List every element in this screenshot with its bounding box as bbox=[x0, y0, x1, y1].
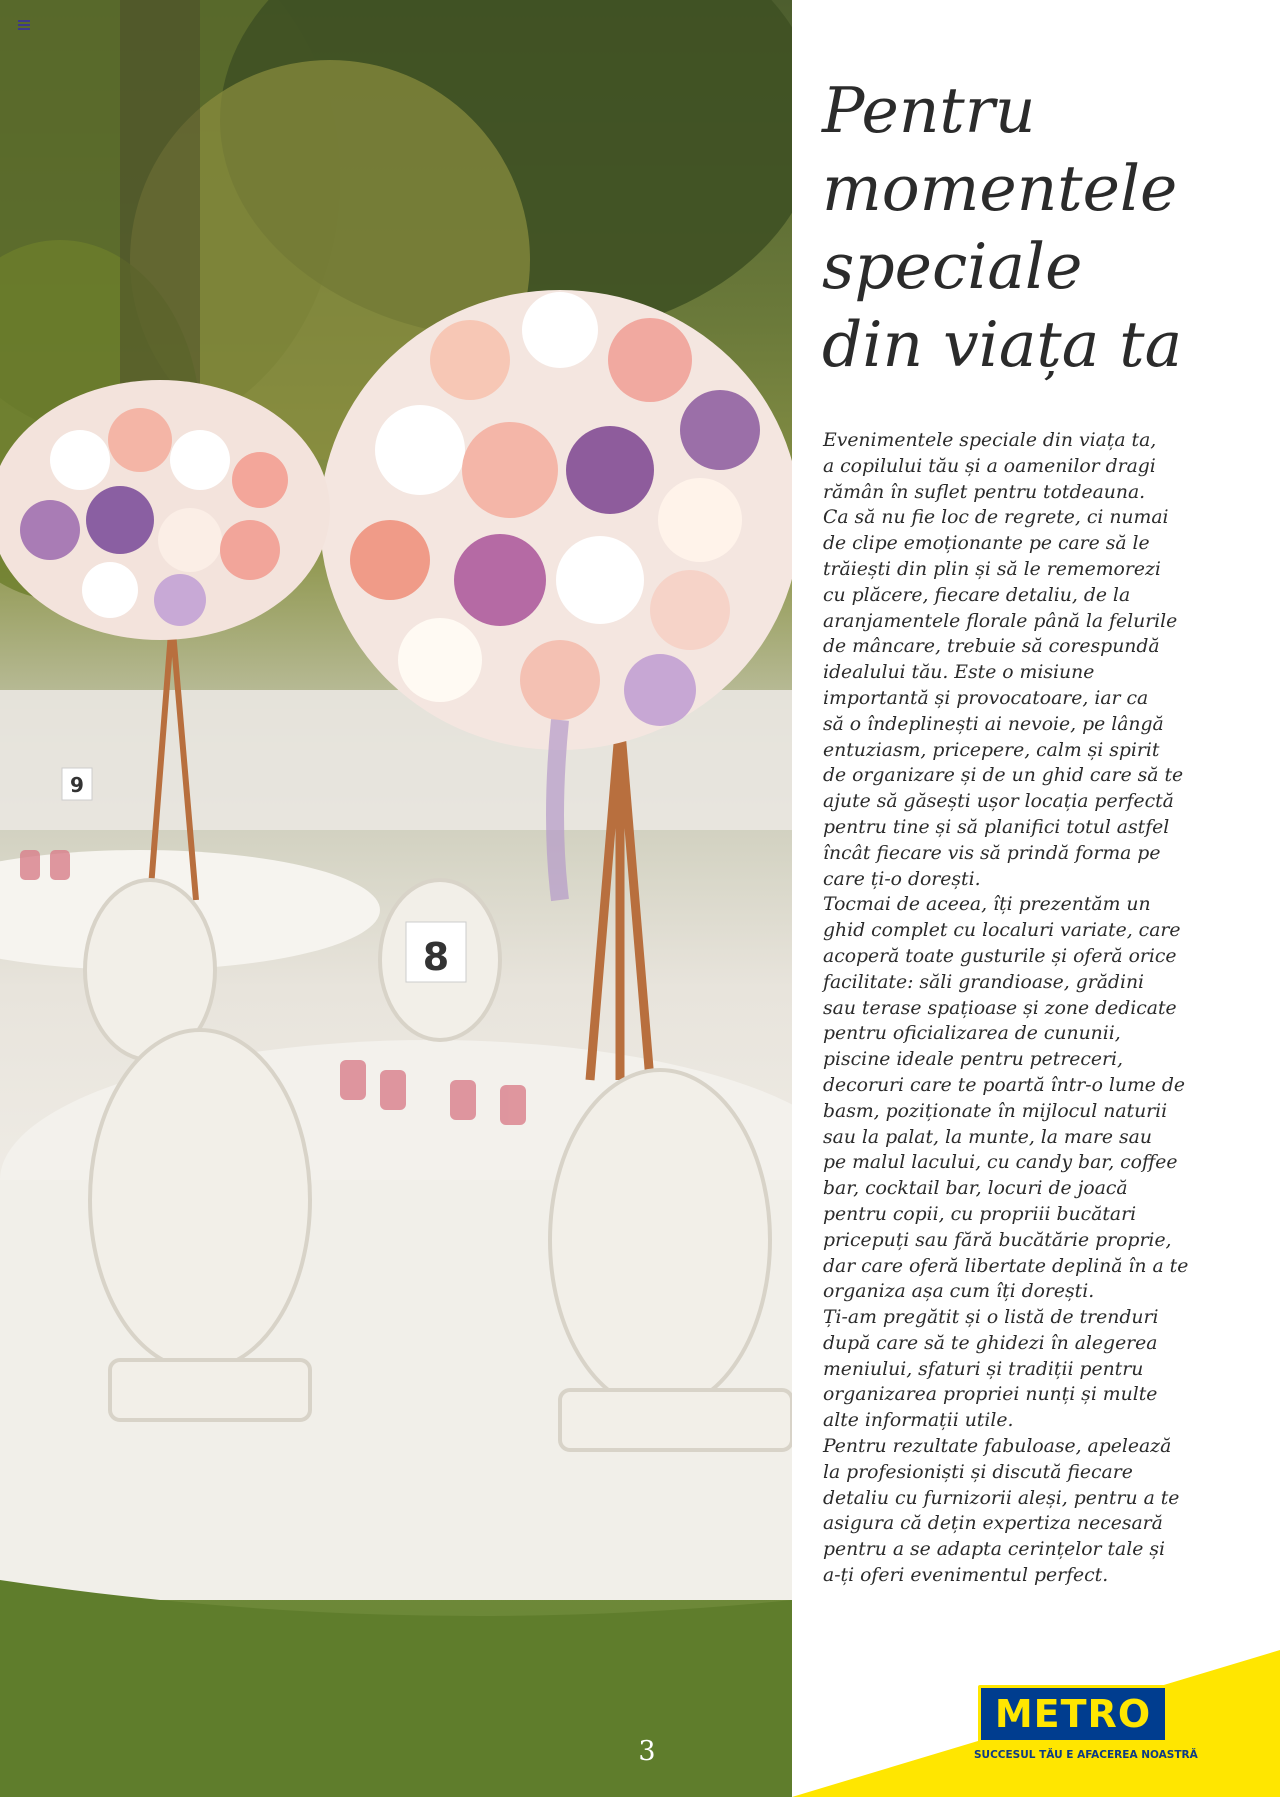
body-line: asigura că dețin expertiza necesară bbox=[823, 1513, 1163, 1535]
body-line: dar care oferă libertate deplină în a te bbox=[823, 1255, 1189, 1277]
body-line: a-ți oferi evenimentul perfect. bbox=[823, 1565, 1109, 1587]
body-line: pentru tine și să planifici totul astfel bbox=[823, 816, 1170, 838]
body-line: Pentru rezultate fabuloase, apelează bbox=[823, 1436, 1172, 1458]
body-line: a copilului tău și a oamenilor dragi bbox=[823, 455, 1156, 477]
body-line: facilitate: săli grandioase, grădini bbox=[823, 971, 1145, 993]
body-text bbox=[823, 428, 1263, 1589]
body-line: care ți-o dorești. bbox=[823, 868, 981, 890]
body-line: Tocmai de aceea, îți prezentăm un bbox=[823, 894, 1151, 916]
body-line: Evenimentele speciale din viața ta, bbox=[823, 430, 1157, 451]
table-number-card: 8 bbox=[422, 935, 450, 979]
body-line: rămân în suflet pentru totdeauna. bbox=[823, 481, 1146, 503]
body-line: meniului, sfaturi și tradiții pentru bbox=[823, 1358, 1144, 1380]
body-line: idealului tău. Este o misiune bbox=[823, 662, 1095, 684]
body-line: pricepuți sau fără bucătărie proprie, bbox=[823, 1229, 1172, 1251]
body-line: organizarea propriei nunți și multe bbox=[823, 1384, 1158, 1406]
body-line: bar, cocktail bar, locuri de joacă bbox=[823, 1178, 1128, 1200]
heading-line: din viața ta bbox=[822, 308, 1183, 381]
body-line: ajute să găsești ușor locația perfectă bbox=[823, 791, 1174, 813]
heading-line: speciale bbox=[822, 230, 1083, 303]
body-line: aranjamentele florale până la felurile bbox=[823, 610, 1178, 632]
body-line: pentru oficializarea de cununii, bbox=[823, 1023, 1121, 1045]
heading-line: Pentru bbox=[822, 74, 1036, 147]
body-line: încât fiecare vis să prindă forma pe bbox=[823, 842, 1161, 864]
body-line: de mâncare, trebuie să corespundă bbox=[823, 636, 1160, 658]
hamburger-menu-icon[interactable] bbox=[18, 20, 30, 30]
body-line: trăiești din plin și să le rememorezi bbox=[823, 558, 1161, 580]
body-line: sau terase spațioase și zone dedicate bbox=[823, 997, 1177, 1019]
body-line: entuziasm, pricepere, calm și spirit bbox=[823, 739, 1160, 761]
body-line: sau la palat, la munte, la mare sau bbox=[823, 1126, 1152, 1148]
body-line: basm, poziționate în mijlocul naturii bbox=[823, 1100, 1168, 1122]
body-line: Ți-am pregătit și o listă de trenduri bbox=[823, 1307, 1159, 1329]
metro-logo[interactable] bbox=[978, 1685, 1168, 1743]
metro-logo-text: METRO bbox=[994, 1692, 1152, 1736]
back-table-number-card: 9 bbox=[70, 773, 84, 797]
body-line: detaliu cu furnizorii aleși, pentru a te bbox=[823, 1487, 1180, 1509]
body-line: piscine ideale pentru petreceri, bbox=[823, 1049, 1123, 1071]
body-line: decoruri care te poartă într-o lume de bbox=[823, 1074, 1186, 1096]
body-line: organiza așa cum îți dorești. bbox=[823, 1281, 1095, 1303]
body-line: alte informații utile. bbox=[823, 1410, 1014, 1432]
body-line: cu plăcere, fiecare detaliu, de la bbox=[823, 584, 1131, 606]
body-line: pentru a se adapta cerințelor tale și bbox=[823, 1539, 1165, 1561]
body-line: să o îndeplinești ai nevoie, pe lângă bbox=[823, 713, 1164, 735]
page-heading bbox=[822, 72, 1262, 384]
body-line: pe malul lacului, cu candy bar, coffee bbox=[823, 1152, 1178, 1174]
body-line: Ca să nu fie loc de regrete, ci numai bbox=[823, 507, 1169, 529]
heading-line: momentele bbox=[822, 152, 1178, 225]
body-line: importantă și provocatoare, iar ca bbox=[823, 687, 1149, 709]
body-line: de clipe emoționante pe care să le bbox=[823, 533, 1150, 555]
body-line: la profesioniști și discută fiecare bbox=[823, 1461, 1133, 1483]
body-line: acoperă toate gusturile și oferă orice bbox=[823, 945, 1177, 967]
body-line: de organizare și de un ghid care să te bbox=[823, 765, 1184, 787]
page-number: 3 bbox=[638, 1736, 656, 1767]
body-line: după care să te ghidezi în alegerea bbox=[823, 1332, 1158, 1354]
body-line: ghid complet cu localuri variate, care bbox=[823, 920, 1181, 942]
brand-tagline: SUCCESUL TĂU E AFACEREA NOASTRĂ bbox=[974, 1749, 1198, 1761]
body-line: pentru copii, cu propriii bucătari bbox=[823, 1203, 1137, 1225]
